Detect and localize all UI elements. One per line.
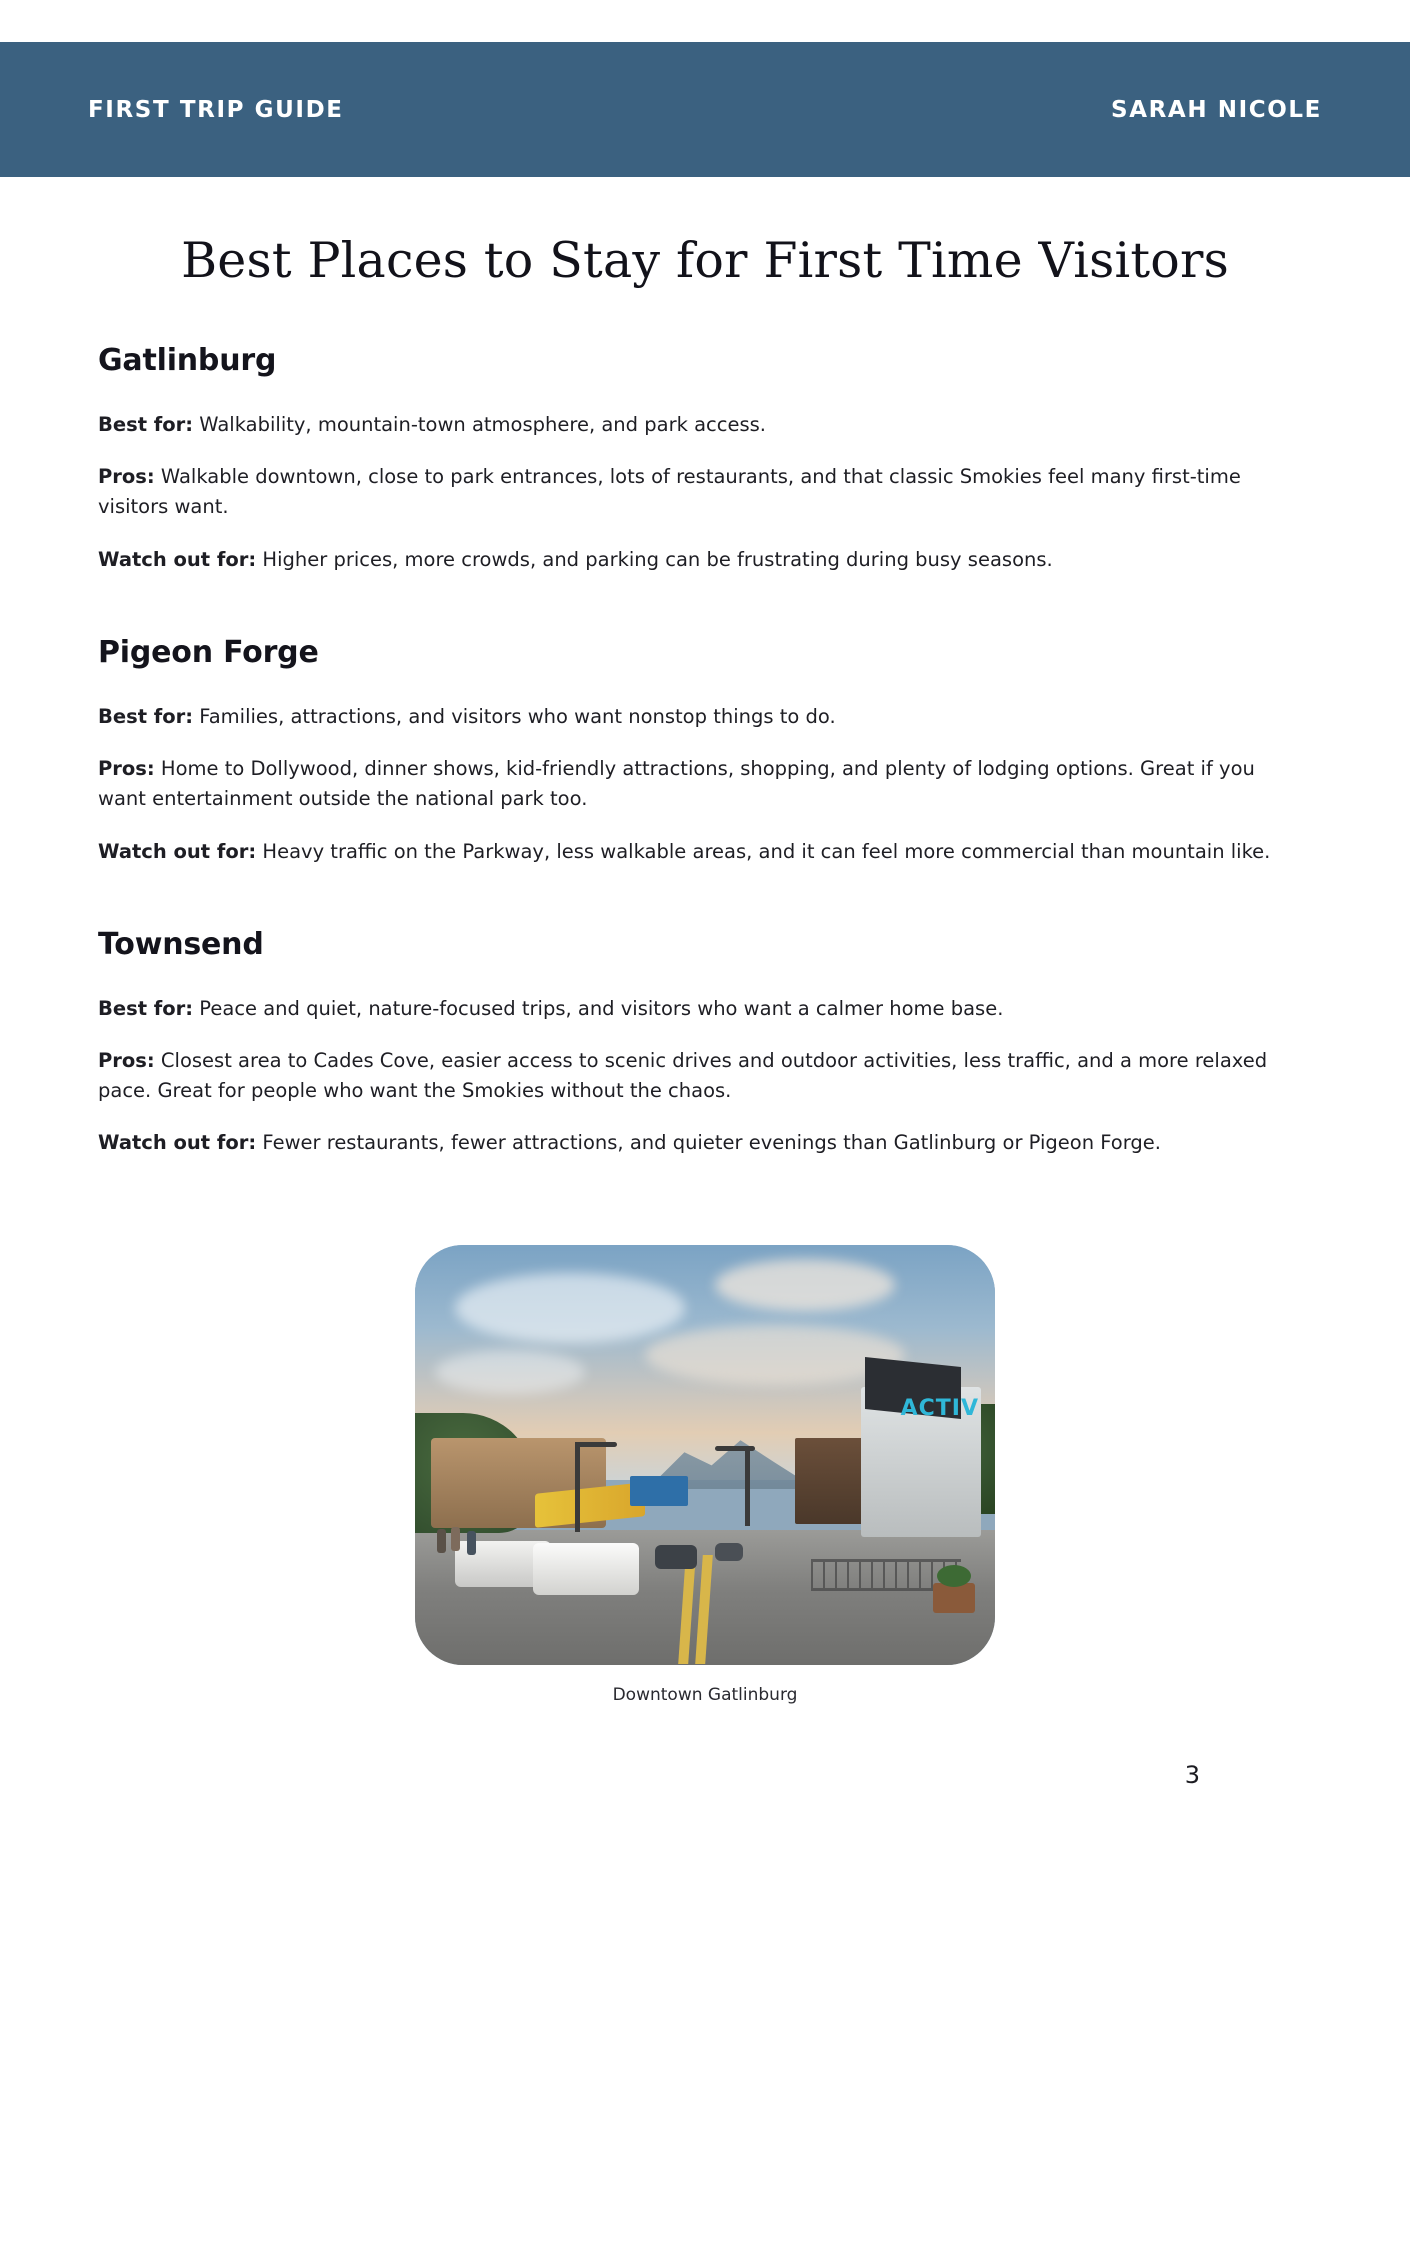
header-guide-title: FIRST TRIP GUIDE <box>88 96 344 123</box>
best-for-text: Families, attractions, and visitors who want nonstop things to do. <box>193 704 836 728</box>
watch-out-paragraph <box>98 545 1278 575</box>
street-lamp-pole <box>745 1446 750 1526</box>
pros-label: Pros: <box>98 757 155 781</box>
page-number: 3 <box>1184 1760 1200 1789</box>
watch-out-paragraph <box>98 837 1278 867</box>
watch-out-text: Fewer restaurants, fewer attractions, and quieter evenings than Gatlinburg or Pigeon Forge. <box>256 1131 1161 1155</box>
best-for-text: Walkability, mountain-town atmosphere, and park access. <box>193 413 766 436</box>
best-for-paragraph <box>98 410 1278 440</box>
watch-out-paragraph <box>98 1128 1278 1158</box>
street-lamp-arm <box>575 1442 617 1447</box>
figure-caption: Downtown Gatlinburg <box>612 1684 798 1705</box>
storefront-sign-text: ACTIV <box>900 1395 979 1421</box>
section-gatlinburg <box>98 343 1312 575</box>
watch-out-label: Watch out for: <box>98 1131 257 1155</box>
best-for-label: Best for: <box>98 996 194 1020</box>
cloud-shape <box>715 1259 895 1311</box>
watch-out-label: Watch out for: <box>98 547 257 571</box>
best-for-paragraph <box>98 994 1278 1024</box>
street-lamp-arm <box>715 1446 755 1451</box>
car-dark <box>655 1545 697 1569</box>
pros-paragraph <box>98 754 1278 814</box>
car-white <box>533 1543 639 1595</box>
page-title: Best Places to Stay for First Time Visitors <box>181 232 1229 289</box>
pros-paragraph <box>98 462 1278 522</box>
photo-downtown-gatlinburg <box>415 1245 995 1665</box>
watch-out-text: Heavy traffic on the Parkway, less walkable areas, and it can feel more commercial than mountain like. <box>256 839 1271 863</box>
cloud-shape <box>455 1273 685 1343</box>
car-dark <box>715 1543 743 1561</box>
building-blue-sign <box>630 1476 688 1506</box>
section-heading: Townsend <box>98 926 264 962</box>
section-heading: Pigeon Forge <box>98 634 319 670</box>
page-header-bar <box>0 42 1410 177</box>
pros-paragraph <box>98 1046 1278 1106</box>
best-for-label: Best for: <box>98 413 194 436</box>
best-for-label: Best for: <box>98 704 194 728</box>
pros-text: Walkable downtown, close to park entrances, lots of restaurants, and that classic Smokies feel many first-time visitors want. <box>98 465 1241 519</box>
pedestrian <box>451 1527 460 1551</box>
header-author-name: SARAH NICOLE <box>1111 96 1322 123</box>
cloud-shape <box>435 1350 585 1394</box>
page-footer <box>98 1719 1312 1789</box>
street-lamp-pole <box>575 1442 580 1532</box>
section-pigeon-forge <box>98 635 1312 867</box>
pedestrian <box>437 1529 446 1553</box>
watch-out-label: Watch out for: <box>98 839 257 863</box>
pros-label: Pros: <box>98 465 155 489</box>
document-content <box>98 289 1312 1789</box>
document-page <box>0 177 1410 1789</box>
best-for-text: Peace and quiet, nature-focused trips, and visitors who want a calmer home base. <box>193 996 1004 1020</box>
pedestrian <box>467 1531 476 1555</box>
pros-text: Home to Dollywood, dinner shows, kid-friendly attractions, shopping, and plenty of lodging options. Great if you want entertainment outside the national park too. <box>98 757 1255 811</box>
planter-box <box>933 1583 975 1613</box>
section-townsend <box>98 927 1312 1159</box>
best-for-paragraph <box>98 702 1278 732</box>
section-heading: Gatlinburg <box>98 343 277 378</box>
pros-label: Pros: <box>98 1048 155 1072</box>
figure-downtown-gatlinburg <box>98 1245 1312 1705</box>
pros-text: Closest area to Cades Cove, easier access to scenic drives and outdoor activities, less traffic, and a more relaxed pace. Great for people who want the Smokies without the chaos. <box>98 1048 1268 1103</box>
watch-out-text: Higher prices, more crowds, and parking can be frustrating during busy seasons. <box>256 547 1053 571</box>
